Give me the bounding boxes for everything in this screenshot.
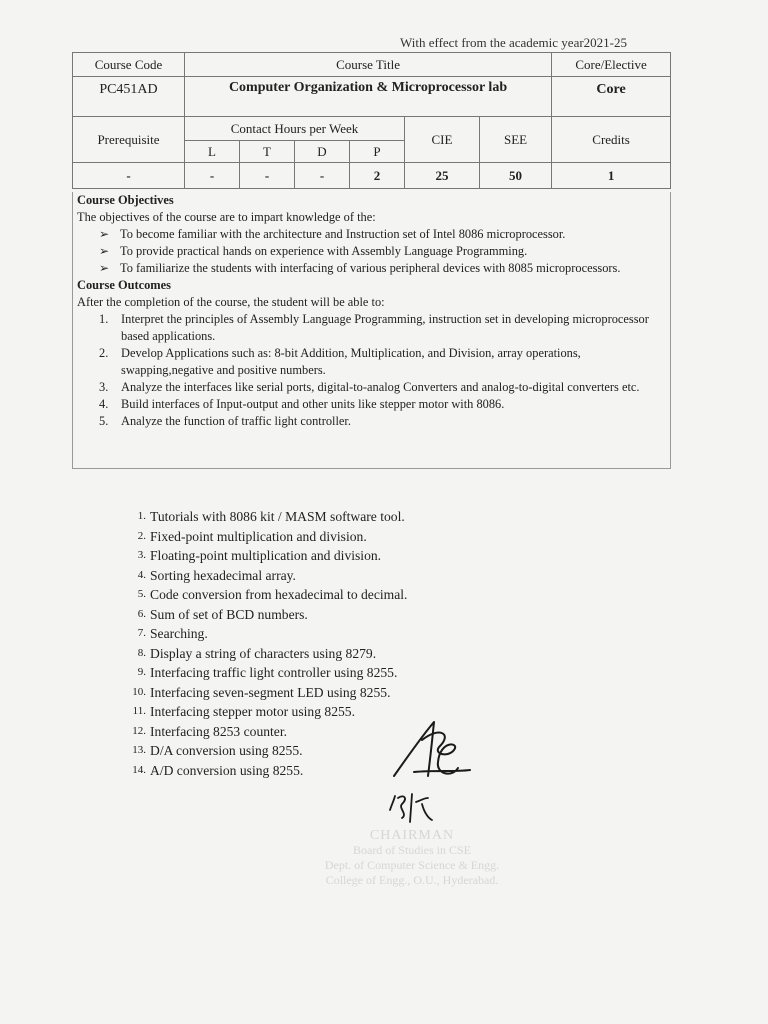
objective-item: ➢ To familiarize the students with interfacing of various peripheral devices with 8085 microprocessors. (99, 261, 621, 275)
cie-value: 25 (405, 163, 480, 189)
objectives-heading: Course Objectives (77, 193, 174, 207)
experiment-item: 11. Interfacing stepper motor using 8255. (132, 704, 355, 719)
course-type: Core (552, 77, 671, 117)
effect-note: With effect from the academic year2021-25 (400, 35, 627, 50)
outcomes-intro: After the completion of the course, the student will be able to: (77, 295, 385, 309)
experiment-item: 14. A/D conversion using 8255. (132, 762, 304, 778)
experiment-item: 7. Searching. (137, 626, 208, 641)
p-header: P (350, 141, 405, 163)
see-value: 50 (480, 163, 552, 189)
objective-item: ➢ To provide practical hands on experience with Assembly Language Programming. (99, 244, 528, 258)
p-value: 2 (350, 163, 405, 189)
outcome-item: 3. Analyze the interfaces like serial ports, digital-to-analog Converters and analog-to-digital converters etc. (99, 380, 640, 394)
course-code-header: Course Code (73, 53, 185, 77)
experiment-item: 5. Code conversion from hexadecimal to decimal. (137, 587, 408, 602)
t-header: T (240, 141, 295, 163)
objectives-list (73, 226, 670, 277)
objectives-outcomes-box (72, 192, 671, 469)
core-elective-header: Core/Elective (552, 53, 671, 77)
d-value: - (295, 163, 350, 189)
credits-header: Credits (552, 117, 671, 163)
objective-item: ➢ To become familiar with the architecture and Instruction set of Intel 8086 microprocessor. (99, 227, 566, 241)
outcomes-list (73, 311, 670, 430)
experiment-item: 4. Sorting hexadecimal array. (137, 567, 296, 583)
credits-value: 1 (552, 163, 671, 189)
course-info-table (72, 52, 671, 189)
experiment-item: 12. Interfacing 8253 counter. (132, 723, 288, 739)
course-title-header: Course Title (185, 53, 552, 77)
see-header: SEE (480, 117, 552, 163)
prerequisite-value: - (73, 163, 185, 189)
l-header: L (185, 141, 240, 163)
outcome-item: 2. Develop Applications such as: 8-bit Addition, Multiplication, and Division, array operations, swapping,negative and positive numbers. (99, 346, 581, 377)
t-value: - (240, 163, 295, 189)
arrow-bullet-icon: ➢ (99, 261, 110, 275)
arrow-bullet-icon: ➢ (99, 227, 110, 241)
course-code: PC451AD (73, 77, 185, 117)
objectives-intro: The objectives of the course are to impart knowledge of the: (77, 210, 376, 224)
signature-icon (388, 718, 498, 828)
experiment-item: 1. Tutorials with 8086 kit / MASM software tool. (137, 509, 405, 524)
experiment-item: 8. Display a string of characters using 8279. (137, 645, 377, 661)
outcome-item: 1. Interpret the principles of Assembly Language Programming, instruction set in developing microprocessor based applications. (99, 312, 649, 343)
chairman-stamp: CHAIRMAN Board of Studies in CSE Dept. of Computer Science & Engg. College of Engg., O.U., Hyderabad. (324, 828, 500, 887)
experiment-item: 2. Fixed-point multiplication and division. (137, 528, 367, 544)
experiment-item: 10. Interfacing seven-segment LED using 8255. (132, 684, 391, 700)
experiment-item: 13. D/A conversion using 8255. (132, 743, 303, 758)
cie-header: CIE (405, 117, 480, 163)
prerequisite-header: Prerequisite (73, 117, 185, 163)
contact-hours-header: Contact Hours per Week (185, 117, 405, 141)
outcome-item: 5. Analyze the function of traffic light controller. (99, 414, 351, 428)
arrow-bullet-icon: ➢ (99, 244, 110, 258)
outcome-item: 4. Build interfaces of Input-output and other units like stepper motor with 8086. (99, 397, 505, 411)
outcomes-heading: Course Outcomes (77, 278, 171, 292)
experiment-list (128, 507, 407, 780)
d-header: D (295, 141, 350, 163)
course-title: Computer Organization & Microprocessor lab (185, 77, 552, 117)
experiment-item: 3. Floating-point multiplication and division. (137, 548, 382, 563)
experiment-item: 9. Interfacing traffic light controller using 8255. (137, 665, 398, 680)
experiment-item: 6. Sum of set of BCD numbers. (137, 606, 308, 622)
l-value: - (185, 163, 240, 189)
